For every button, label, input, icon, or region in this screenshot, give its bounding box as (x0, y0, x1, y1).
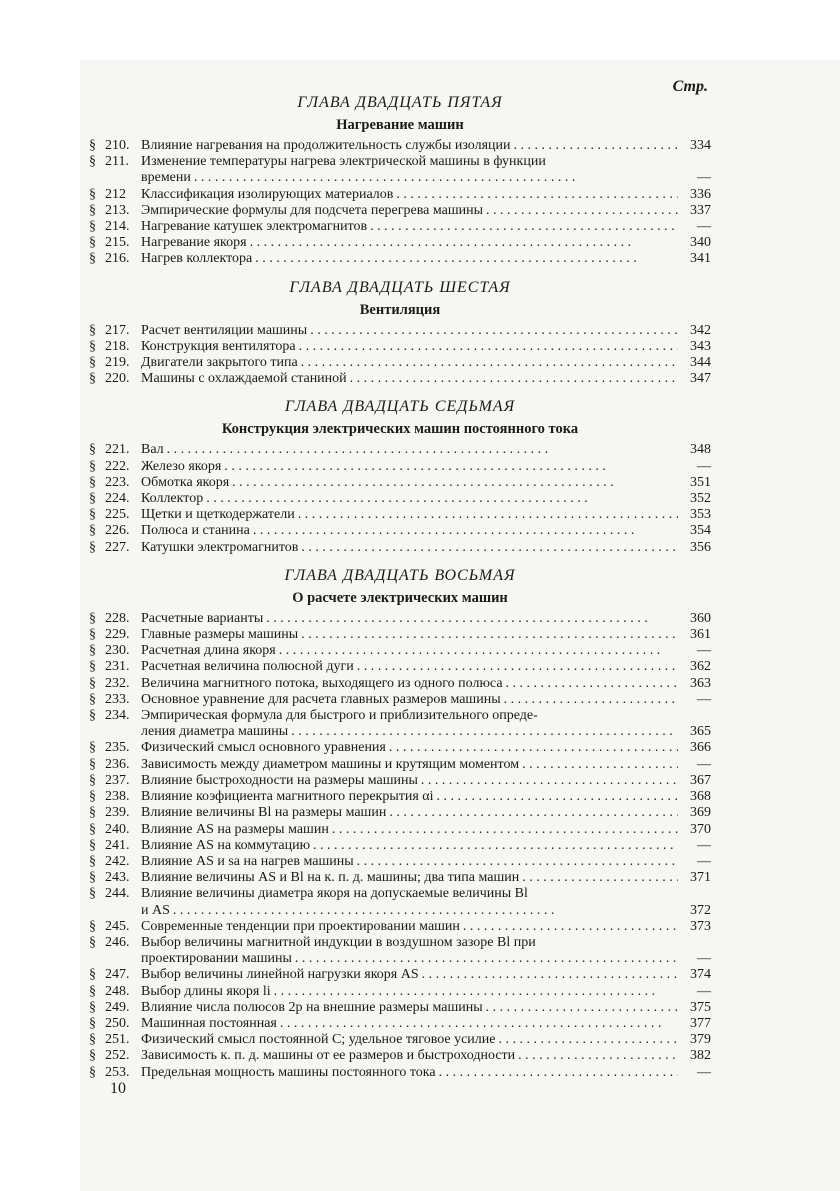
section-number: 248. (105, 983, 130, 999)
toc-entry (89, 708, 711, 740)
page-ref: — (697, 756, 711, 772)
section-title: Влияние величины диаметра якоря на допускаемые величины Bl (141, 886, 528, 902)
chapter-subtitle: Вентиляция (359, 301, 441, 318)
section-number: 245. (105, 918, 130, 934)
dot-leader (291, 724, 678, 740)
dot-leader (295, 951, 678, 967)
section-title: Нагревание катушек электромагнитов (141, 219, 368, 235)
section-number: 221. (105, 442, 130, 458)
section-number: 228. (105, 610, 130, 626)
section-number: 242. (105, 853, 130, 869)
toc-entry (89, 154, 711, 186)
section-number: 229. (105, 627, 130, 643)
page-ref: 344 (690, 355, 711, 371)
toc-entry (89, 935, 711, 967)
toc-entry (89, 773, 711, 789)
dot-leader (301, 355, 678, 371)
section-title: Расчетные варианты (141, 610, 264, 626)
section-number: 246. (105, 934, 130, 950)
toc-entry (89, 203, 711, 219)
section-sign: § (89, 1048, 96, 1064)
section-number: 252. (105, 1048, 130, 1064)
toc-entry (89, 919, 711, 935)
toc-entry (89, 627, 711, 643)
section-sign: § (89, 805, 96, 821)
section-number: 225. (105, 507, 130, 523)
page-ref: — (697, 951, 711, 967)
section-sign: § (89, 235, 96, 251)
toc-entry (89, 805, 711, 821)
section-title: Влияние AS и sa на нагрев машины (141, 853, 354, 869)
section-number: 216. (105, 251, 130, 267)
section-number: 219. (105, 355, 130, 371)
page-ref: 366 (690, 740, 711, 756)
section-sign: § (89, 1064, 96, 1080)
section-title: Выбор величины магнитной индукции в воздушном зазоре Bl при (141, 934, 536, 950)
dot-leader (506, 676, 678, 692)
page-ref: 372 (690, 902, 711, 918)
section-sign: § (89, 186, 96, 202)
section-sign: § (89, 442, 96, 458)
dot-leader (357, 854, 678, 870)
section-sign: § (89, 138, 96, 153)
section-number: 241. (105, 837, 130, 853)
dot-leader (518, 1048, 678, 1064)
section-title: Катушки электромагнитов (141, 539, 299, 555)
page-ref: 348 (690, 442, 711, 458)
section-title: Эмпирическая формула для быстрого и приблизительного опреде- (141, 708, 538, 724)
page-ref: — (697, 983, 711, 999)
dot-leader (279, 643, 678, 659)
section-title: Расчет вентиляции машины (141, 322, 308, 338)
toc-entry (89, 187, 711, 203)
section-title: Влияние AS на размеры машин (141, 821, 329, 837)
page-number: 10 (110, 1080, 126, 1097)
dot-leader (463, 919, 678, 935)
section-title: проектировании машины (141, 951, 292, 967)
dot-leader (266, 611, 678, 627)
toc-entry (89, 339, 711, 355)
page-ref: — (697, 643, 711, 659)
toc-entry (89, 219, 711, 235)
page-ref: 367 (690, 772, 711, 788)
dot-leader (486, 1000, 678, 1016)
dot-leader (299, 339, 678, 355)
page-ref: 342 (690, 322, 711, 338)
section-sign: § (89, 627, 96, 643)
section-sign: § (89, 837, 96, 853)
toc-entry (89, 235, 711, 251)
section-sign: § (89, 474, 96, 490)
toc-entry (89, 1032, 711, 1048)
toc-entry (89, 822, 711, 838)
toc-entry (89, 659, 711, 675)
section-sign: § (89, 1032, 96, 1048)
section-sign: § (89, 740, 96, 756)
chapter-subtitle: О расчете электрических машин (292, 589, 508, 606)
page-ref: 347 (690, 371, 711, 387)
section-title: Машины с охлаждаемой станиной (141, 371, 347, 387)
section-title: Величина магнитного потока, выходящего из одного полюса (141, 675, 503, 691)
chapter-heading: ГЛАВА ДВАДЦАТЬ ВОСЬМАЯ (284, 566, 516, 584)
section-number: 236. (105, 756, 130, 772)
page-ref: 370 (690, 821, 711, 837)
section-title: Влияние коэфициента магнитного перекрытия αi (141, 789, 434, 805)
toc-entry (89, 1048, 711, 1064)
section-number: 239. (105, 805, 130, 821)
dot-leader (421, 773, 678, 789)
dot-leader (313, 838, 678, 854)
section-title: Выбор величины линейной нагрузки якоря AS (141, 967, 419, 983)
section-sign: § (89, 338, 96, 354)
toc-entry (89, 611, 711, 627)
dot-leader (232, 475, 678, 491)
section-number: 231. (105, 659, 130, 675)
section-sign: § (89, 821, 96, 837)
section-number: 244. (105, 886, 130, 902)
dot-leader (332, 822, 678, 838)
page-ref: — (697, 170, 711, 186)
section-title: Эмпирические формулы для подсчета перегрева машины (141, 202, 484, 218)
section-title: Машинная постоянная (141, 1015, 277, 1031)
section-number: 230. (105, 643, 130, 659)
section-title: Обмотка якоря (141, 474, 230, 490)
section-title: Расчетная длина якоря (141, 643, 276, 659)
section-number: 214. (105, 219, 130, 235)
dot-leader (280, 1016, 678, 1032)
section-sign: § (89, 202, 96, 218)
toc-entry (89, 740, 711, 756)
toc-entry (89, 1016, 711, 1032)
section-title: Щетки и щеткодержатели (141, 507, 295, 523)
section-sign: § (89, 691, 96, 707)
page-ref: 340 (690, 235, 711, 251)
page-ref: 369 (690, 805, 711, 821)
section-sign: § (89, 659, 96, 675)
page-ref: 377 (690, 1015, 711, 1031)
section-number: 222. (105, 458, 130, 474)
section-title: Вал (141, 442, 164, 458)
section-title: Классификация изолирующих материалов (141, 186, 394, 202)
toc-entry (89, 643, 711, 659)
dot-leader (522, 757, 678, 773)
dot-leader (396, 187, 678, 203)
section-sign: § (89, 539, 96, 555)
section-title: Изменение температуры нагрева электрической машины в функции (141, 154, 546, 170)
page-ref: 352 (690, 491, 711, 507)
dot-leader (274, 984, 678, 1000)
section-sign: § (89, 918, 96, 934)
dot-leader (301, 540, 678, 556)
dot-leader (389, 740, 678, 756)
section-title: Выбор длины якоря li (141, 983, 271, 999)
section-title: Нагревание якоря (141, 235, 247, 251)
dot-leader (255, 251, 678, 267)
page-ref: — (697, 837, 711, 853)
page-ref: 334 (690, 138, 711, 153)
page-ref: 373 (690, 918, 711, 934)
section-sign: § (89, 507, 96, 523)
page-ref: — (697, 691, 711, 707)
dot-leader (350, 371, 678, 387)
section-number: 217. (105, 322, 130, 338)
section-sign: § (89, 251, 96, 267)
table-of-contents (89, 78, 711, 1081)
section-number: 210. (105, 138, 130, 153)
section-number: 247. (105, 967, 130, 983)
section-sign: § (89, 708, 96, 724)
dot-leader (301, 627, 678, 643)
section-sign: § (89, 523, 96, 539)
page-ref: 341 (690, 251, 711, 267)
dot-leader (250, 235, 678, 251)
page-ref: 379 (690, 1032, 711, 1048)
section-sign: § (89, 371, 96, 387)
section-title: Железо якоря (141, 458, 222, 474)
section-title: времени (141, 170, 191, 186)
page-ref: 354 (690, 523, 711, 539)
section-number: 249. (105, 999, 130, 1015)
dot-leader (499, 1032, 679, 1048)
section-number: 243. (105, 870, 130, 886)
dot-leader (522, 870, 678, 886)
section-title: Влияние быстроходности на размеры машины (141, 772, 418, 788)
dot-leader (504, 692, 678, 708)
section-sign: § (89, 870, 96, 886)
toc-entry (89, 323, 711, 339)
section-title: Расчетная величина полюсной дуги (141, 659, 354, 675)
toc-entry (89, 459, 711, 475)
dot-leader (224, 459, 678, 475)
section-title: Зависимость между диаметром машины и крутящим моментом (141, 756, 520, 772)
section-sign: § (89, 610, 96, 626)
page-ref: 337 (690, 202, 711, 218)
toc-entry (89, 355, 711, 371)
page-ref: — (697, 1064, 711, 1080)
dot-leader (173, 903, 678, 919)
toc-entry (89, 1065, 711, 1081)
section-sign: § (89, 934, 96, 950)
section-number: 212 (105, 186, 126, 202)
section-number: 223. (105, 474, 130, 490)
section-title: Предельная мощность машины постоянного тока (141, 1064, 436, 1080)
section-number: 250. (105, 1015, 130, 1031)
section-title: Полюса и станина (141, 523, 250, 539)
section-sign: § (89, 772, 96, 788)
chapter-heading: ГЛАВА ДВАДЦАТЬ ПЯТАЯ (297, 94, 503, 111)
section-title: Влияние величины AS и Bl на к. п. д. машины; два типа машин (141, 870, 520, 886)
chapter-heading: ГЛАВА ДВАДЦАТЬ ШЕСТАЯ (289, 278, 511, 296)
page-column-label: Стр. (672, 78, 708, 95)
chapter-heading: ГЛАВА ДВАДЦАТЬ СЕДЬМАЯ (284, 398, 516, 416)
section-number: 211. (105, 154, 129, 170)
section-number: 232. (105, 675, 130, 691)
section-number: 238. (105, 789, 130, 805)
section-sign: § (89, 219, 96, 235)
dot-leader (370, 219, 678, 235)
page-ref: 382 (690, 1048, 711, 1064)
section-title: Влияние числа полюсов 2p на внешние размеры машины (141, 999, 483, 1015)
toc-entry (89, 475, 711, 491)
section-title: Влияние AS на коммутацию (141, 837, 311, 853)
toc-entry (89, 757, 711, 773)
section-title: ления диаметра машины (141, 724, 289, 740)
page-ref: 353 (690, 507, 711, 523)
section-title: Физический смысл постоянной C; удельное тяговое усилие (141, 1032, 496, 1048)
section-title: Основное уравнение для расчета главных размеров машины (141, 691, 501, 707)
section-title: Современные тенденции при проектировании машин (141, 918, 460, 934)
section-sign: § (89, 643, 96, 659)
toc-entry (89, 138, 711, 154)
dot-leader (298, 507, 678, 523)
section-sign: § (89, 322, 96, 338)
section-title: Зависимость к. п. д. машины от ее размеров и быстроходности (141, 1048, 516, 1064)
chapter-subtitle: Конструкция электрических машин постоянного тока (221, 421, 579, 438)
page-ref: 371 (690, 870, 711, 886)
dot-leader (514, 138, 678, 154)
toc-entry (89, 838, 711, 854)
toc-entry (89, 491, 711, 507)
section-number: 213. (105, 202, 130, 218)
page-ref: — (697, 853, 711, 869)
dot-leader (389, 805, 678, 821)
section-sign: § (89, 154, 96, 170)
section-sign: § (89, 967, 96, 983)
section-sign: § (89, 999, 96, 1015)
section-number: 251. (105, 1032, 130, 1048)
page-ref: 343 (690, 338, 711, 354)
dot-leader (357, 659, 678, 675)
section-number: 237. (105, 772, 130, 788)
section-title: Коллектор (141, 491, 204, 507)
toc-entry (89, 540, 711, 556)
section-sign: § (89, 458, 96, 474)
page-ref: — (697, 219, 711, 235)
toc-entry (89, 854, 711, 870)
section-sign: § (89, 675, 96, 691)
dot-leader (439, 1065, 678, 1081)
section-sign: § (89, 853, 96, 869)
section-number: 220. (105, 371, 130, 387)
toc-entry (89, 967, 711, 983)
section-sign: § (89, 491, 96, 507)
section-number: 253. (105, 1064, 130, 1080)
toc-entry (89, 1000, 711, 1016)
section-number: 240. (105, 821, 130, 837)
section-number: 233. (105, 691, 130, 707)
section-sign: § (89, 355, 96, 371)
section-number: 224. (105, 491, 130, 507)
page-ref: 374 (690, 967, 711, 983)
toc-entry (89, 371, 711, 387)
section-number: 235. (105, 740, 130, 756)
toc-entry (89, 523, 711, 539)
dot-leader (486, 203, 678, 219)
page-ref: 375 (690, 999, 711, 1015)
page-ref: 368 (690, 789, 711, 805)
section-title: Главные размеры машины (141, 627, 299, 643)
section-number: 234. (105, 708, 130, 724)
section-sign: § (89, 789, 96, 805)
section-title: Влияние нагревания на продолжительность службы изоляции (141, 138, 511, 153)
toc-entry (89, 507, 711, 523)
section-sign: § (89, 756, 96, 772)
section-number: 227. (105, 539, 130, 555)
dot-leader (437, 789, 678, 805)
section-number: 218. (105, 338, 130, 354)
dot-leader (253, 523, 678, 539)
toc-entry (89, 886, 711, 918)
page-ref: 363 (690, 675, 711, 691)
toc-entry (89, 676, 711, 692)
page-ref: 336 (690, 186, 711, 202)
dot-leader (310, 323, 678, 339)
page-ref: 356 (690, 539, 711, 555)
dot-leader (422, 967, 678, 983)
section-title: Конструкция вентилятора (141, 338, 296, 354)
page-ref: 361 (690, 627, 711, 643)
page-ref: 362 (690, 659, 711, 675)
section-title: Физический смысл основного уравнения (141, 740, 386, 756)
toc-entry (89, 789, 711, 805)
section-sign: § (89, 1015, 96, 1031)
dot-leader (194, 170, 678, 186)
page-ref: — (697, 458, 711, 474)
toc-entry (89, 692, 711, 708)
section-sign: § (89, 886, 96, 902)
page-ref: 360 (690, 610, 711, 626)
toc-entry (89, 251, 711, 267)
section-number: 226. (105, 523, 130, 539)
toc-entry (89, 870, 711, 886)
section-sign: § (89, 983, 96, 999)
section-title: Двигатели закрытого типа (141, 355, 298, 371)
toc-entry (89, 984, 711, 1000)
section-title: Влияние величины Bl на размеры машин (141, 805, 387, 821)
chapter-subtitle: Нагревание машин (336, 117, 464, 133)
dot-leader (206, 491, 678, 507)
page-ref: 351 (690, 474, 711, 490)
toc-entry (89, 442, 711, 458)
section-title: и AS (141, 902, 170, 918)
page-ref: 365 (690, 724, 711, 740)
dot-leader (167, 442, 678, 458)
section-title: Нагрев коллектора (141, 251, 253, 267)
section-number: 215. (105, 235, 130, 251)
